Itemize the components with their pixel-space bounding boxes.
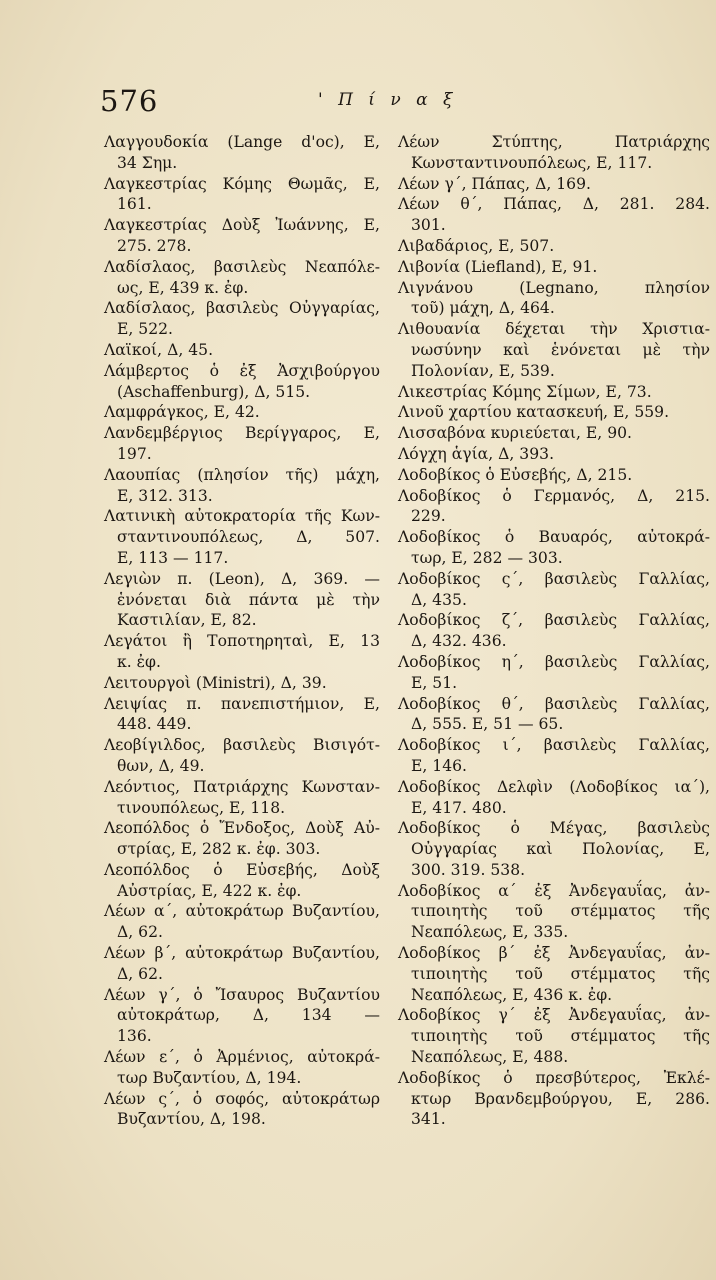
index-entry	[104, 777, 380, 819]
index-entry	[398, 818, 710, 880]
index-entry-headword-line: Λέων Στύπτης, Πατριάρχης	[398, 133, 710, 151]
index-entry-headword-line: Λειψίας π. πανεπιστήμιον, Ε,	[104, 694, 380, 713]
index-entry-continuation-line: Οὐγγαρίας καὶ Πολονίας, Ε,	[411, 840, 710, 859]
index-entry	[104, 423, 380, 465]
index-entry	[104, 901, 380, 943]
index-entry	[398, 174, 710, 195]
index-entry-continuation-line: Κωνσταντινουπόλεως, Ε, 117.	[411, 153, 653, 172]
index-entry	[104, 465, 380, 507]
index-entry	[398, 610, 710, 652]
index-entry-continuation-line: Δ, 555. Ε, 51 — 65.	[411, 715, 564, 734]
index-entry	[398, 735, 710, 777]
index-entry-headword-line: Λαδίσλαος, βασιλεὺς Οὐγγαρίας,	[104, 299, 380, 318]
index-entry-headword-line: Λοδοβίκος ζ΄, βασιλεὺς Γαλλίας,	[398, 611, 710, 630]
index-entry-continuation-line: 136.	[117, 1027, 152, 1046]
index-entry-headword-line: Λαγγουδοκία (Lange d'oc), Ε,	[104, 133, 380, 151]
index-entry-continuation-line: Δ, 62.	[117, 923, 163, 942]
index-entry-continuation-line: θων, Δ, 49.	[117, 756, 205, 775]
index-entry-continuation-line: Δ, 435.	[411, 590, 467, 609]
index-entry-continuation-line: Νεαπόλεως, Ε, 436 κ. ἐφ.	[411, 985, 613, 1004]
index-entry	[398, 1005, 710, 1067]
page-header	[100, 84, 676, 124]
index-entry	[104, 735, 380, 777]
index-entry	[104, 174, 380, 216]
index-entry	[398, 694, 710, 736]
index-entry-continuation-line: Δ, 432. 436.	[411, 632, 507, 651]
index-entry-continuation-line: (Aschaffenburg), Δ, 515.	[117, 382, 311, 401]
index-entry-headword-line: Λοδοβίκος ὁ πρεσβύτερος, Ἐκλέ-	[398, 1068, 710, 1087]
index-entry-headword-line: Λιβαδάριος, Ε, 507.	[398, 236, 555, 255]
index-entry	[104, 132, 380, 174]
index-entry-headword-line: Λαμφράγκος, Ε, 42.	[104, 403, 260, 422]
index-entry-continuation-line: στρίας, Ε, 282 κ. ἐφ. 303.	[117, 840, 321, 859]
index-entry-continuation-line: Καστιλίαν, Ε, 82.	[117, 611, 257, 630]
index-entry-headword-line: Λιγνάνου (Legnano, πλησίον	[398, 278, 710, 297]
index-entry-continuation-line: Αὐστρίας, Ε, 422 κ. ἐφ.	[117, 881, 302, 900]
index-entry-headword-line: Λεοβίγιλδος, βασιλεὺς Βισιγότ-	[104, 736, 380, 755]
index-entry-headword-line: Λέων α΄, αὐτοκράτωρ Βυζαντίου,	[104, 902, 380, 921]
index-entry-continuation-line: νωσύνην καὶ ἑνόνεται μὲ τὴν	[411, 340, 710, 359]
index-entry-continuation-line: Ε, 113 — 117.	[117, 548, 229, 567]
page-number: 576	[100, 84, 159, 118]
index-entry	[398, 132, 710, 174]
index-entry	[398, 486, 710, 528]
index-entry-continuation-line: Δ, 62.	[117, 964, 163, 983]
index-entry-headword-line: Λειτουργοὶ (Ministri), Δ, 39.	[104, 673, 327, 692]
index-entry-headword-line: Λέων θ΄, Πάπας, Δ, 281. 284.	[398, 195, 710, 214]
index-entry	[104, 569, 380, 631]
index-entry-continuation-line: Νεαπόλεως, Ε, 488.	[411, 1048, 569, 1067]
index-entry-continuation-line: 300. 319. 538.	[411, 860, 526, 879]
index-entry-continuation-line: 161.	[117, 195, 152, 214]
index-entry	[104, 631, 380, 673]
index-entry-headword-line: Λοδοβίκος β΄ ἐξ Ἀνδεγαυΐας, ἀν-	[398, 944, 710, 963]
index-entry-continuation-line: τιποιητὴς τοῦ στέμματος τῆς	[411, 902, 710, 921]
index-entry-continuation-line: 448. 449.	[117, 715, 192, 734]
index-entry	[104, 1047, 380, 1089]
index-entry-headword-line: Λεγιὼν π. (Leon), Δ, 369. —	[104, 569, 380, 588]
index-entry-headword-line: Λαουπίας (πλησίον τῆς) μάχη,	[104, 465, 380, 484]
index-entry	[398, 943, 710, 1005]
index-entry-headword-line: Λοδοβίκος ὁ Γερμανός, Δ, 215.	[398, 486, 710, 505]
index-entry-continuation-line: Πολονίαν, Ε, 539.	[411, 361, 555, 380]
index-entry-headword-line: Λιβονία (Liefland), Ε, 91.	[398, 257, 598, 276]
index-entry	[398, 569, 710, 611]
index-entry-headword-line: Λοδοβίκος η΄, βασιλεὺς Γαλλίας,	[398, 652, 710, 671]
index-entry-headword-line: Λιθουανία δέχεται τὴν Χριστια-	[398, 320, 710, 339]
index-entry-headword-line: Λέων ε΄, ὁ Ἀρμένιος, αὐτοκρά-	[104, 1048, 380, 1067]
index-entry	[398, 194, 710, 236]
index-entry-continuation-line: Βυζαντίου, Δ, 198.	[117, 1110, 266, 1129]
index-column-right	[398, 132, 710, 1130]
index-entry-continuation-line: τωρ Βυζαντίου, Δ, 194.	[117, 1068, 302, 1087]
index-entry-continuation-line: αὐτοκράτωρ, Δ, 134 —	[117, 1006, 380, 1025]
index-entry	[398, 257, 710, 278]
index-entry-continuation-line: ως, Ε, 439 κ. ἐφ.	[117, 278, 249, 297]
index-entry-headword-line: Λεόντιος, Πατριάρχης Κωνσταν-	[104, 777, 380, 796]
index-entry	[398, 423, 710, 444]
index-entry-headword-line: Λέων β΄, αὐτοκράτωρ Βυζαντίου,	[104, 944, 380, 963]
index-entry-headword-line: Λαδίσλαος, βασιλεὺς Νεαπόλε-	[104, 257, 380, 276]
index-entry	[398, 319, 710, 381]
index-entry	[398, 236, 710, 257]
index-entry	[398, 444, 710, 465]
index-entry	[398, 777, 710, 819]
index-entry	[104, 673, 380, 694]
index-entry-headword-line: Λοδοβίκος ὁ Εὐσεβής, Δ, 215.	[398, 465, 633, 484]
index-entry-headword-line: Λαγκεστρίας Δοὺξ Ἰωάννης, Ε,	[104, 216, 380, 235]
index-entry	[104, 860, 380, 902]
index-entry-headword-line: Λοδοβίκος ὁ Βαυαρός, αὐτοκρά-	[398, 528, 710, 547]
index-entry-headword-line: Λανδεμβέργιος Βερίγγαρος, Ε,	[104, 424, 380, 443]
index-entry-continuation-line: Ε, 146.	[411, 756, 468, 775]
index-entry-continuation-line: 229.	[411, 507, 446, 526]
index-entry	[104, 943, 380, 985]
index-entry	[104, 340, 380, 361]
index-entry-headword-line: Λοδοβίκος ὁ Μέγας, βασιλεὺς	[398, 819, 710, 838]
index-entry-continuation-line: τινουπόλεως, Ε, 118.	[117, 798, 286, 817]
index-entry-headword-line: Λεγάτοι ἢ Τοποτηρηταὶ, Ε, 13	[104, 632, 380, 651]
index-entry	[398, 278, 710, 320]
index-entry-headword-line: Λαγκεστρίας Κόμης Θωμᾶς, Ε,	[104, 174, 380, 193]
index-entry-continuation-line: τιποιητὴς τοῦ στέμματος τῆς	[411, 964, 710, 983]
index-entry-headword-line: Λεοπόλδος ὁ Ἔνδοξος, Δοὺξ Αὐ-	[104, 819, 380, 838]
index-entry-headword-line: Λέων γ΄, Πάπας, Δ, 169.	[398, 174, 591, 193]
index-entry-continuation-line: 275. 278.	[117, 236, 192, 255]
index-entry-headword-line: Λόγχη ἁγία, Δ, 393.	[398, 444, 555, 463]
index-entry-continuation-line: τιποιητὴς τοῦ στέμματος τῆς	[411, 1027, 710, 1046]
index-entry	[398, 652, 710, 694]
index-entry-headword-line: Λέων γ΄, ὁ Ἴσαυρος Βυζαντίου	[104, 985, 380, 1004]
index-entry-continuation-line: 341.	[411, 1110, 446, 1129]
index-entry	[398, 382, 710, 403]
index-entry-headword-line: Λισσαβόνα κυριεύεται, Ε, 90.	[398, 424, 632, 443]
index-entry	[398, 527, 710, 569]
index-entry-headword-line: Λοδοβίκος θ΄, βασιλεὺς Γαλλίας,	[398, 694, 710, 713]
index-entry-continuation-line: Ε, 312. 313.	[117, 486, 213, 505]
index-entry-headword-line: Λοδοβίκος α΄ ἐξ Ἀνδεγαυΐας, ἀν-	[398, 881, 710, 900]
index-entry	[104, 298, 380, 340]
index-entry-continuation-line: Ε, 417. 480.	[411, 798, 507, 817]
index-entry-continuation-line: ἑνόνεται διὰ πάντα μὲ τὴν	[117, 590, 380, 609]
index-entry	[398, 402, 710, 423]
index-entry-headword-line: Λοδοβίκος ς΄, βασιλεὺς Γαλλίας,	[398, 569, 710, 588]
index-entry	[398, 881, 710, 943]
index-entry	[104, 257, 380, 299]
index-entry	[104, 215, 380, 257]
index-entry-continuation-line: Νεαπόλεως, Ε, 335.	[411, 923, 569, 942]
running-title: ' Π ί ν α ξ	[318, 90, 458, 110]
index-entry	[104, 361, 380, 403]
index-entry-headword-line: Λέων ς΄, ὁ σοφός, αὐτοκράτωρ	[104, 1089, 380, 1108]
index-entry	[398, 465, 710, 486]
index-entry-continuation-line: τωρ, Ε, 282 — 303.	[411, 548, 563, 567]
index-entry-headword-line: Λατινικὴ αὐτοκρατορία τῆς Κων-	[104, 507, 380, 526]
index-column-left	[104, 132, 380, 1130]
index-entry-headword-line: Λαϊκοί, Δ, 45.	[104, 340, 214, 359]
index-entry-continuation-line: Ε, 522.	[117, 320, 174, 339]
index-entry	[104, 1089, 380, 1131]
index-entry	[104, 985, 380, 1047]
index-entry-continuation-line: κ. ἐφ.	[117, 652, 161, 671]
index-entry-headword-line: Λεοπόλδος ὁ Εὐσεβής, Δοὺξ	[104, 860, 380, 879]
index-entry	[104, 402, 380, 423]
index-entry-headword-line: Λοδοβίκος ι΄, βασιλεὺς Γαλλίας,	[398, 736, 710, 755]
index-entry	[104, 694, 380, 736]
index-entry-headword-line: Λοδοβίκος γ΄ ἐξ Ἀνδεγαυΐας, ἀν-	[398, 1006, 710, 1025]
index-entry	[104, 818, 380, 860]
index-entry-continuation-line: 34 Σημ.	[117, 153, 178, 172]
index-entry-headword-line: Λάμβερτος ὁ ἐξ Ἀσχιβούργου	[104, 361, 380, 380]
index-entry	[104, 506, 380, 568]
index-entry-continuation-line: 301.	[411, 216, 446, 235]
index-entry-continuation-line: κτωρ Βρανδεμβούργου, Ε, 286.	[411, 1089, 710, 1108]
index-entry-headword-line: Λινοῦ χαρτίου κατασκευή, Ε, 559.	[398, 403, 670, 422]
index-entry-headword-line: Λικεστρίας Κόμης Σίμων, Ε, 73.	[398, 382, 652, 401]
index-entry-continuation-line: σταντινουπόλεως, Δ, 507.	[117, 528, 380, 547]
index-entry-continuation-line: Ε, 51.	[411, 673, 458, 692]
index-entry-continuation-line: τοῦ) μάχη, Δ, 464.	[411, 299, 555, 318]
index-entry-continuation-line: 197.	[117, 444, 152, 463]
index-entry	[398, 1068, 710, 1130]
index-entry-headword-line: Λοδοβίκος Δελφὶν (Λοδοβίκος ια΄),	[398, 777, 710, 796]
